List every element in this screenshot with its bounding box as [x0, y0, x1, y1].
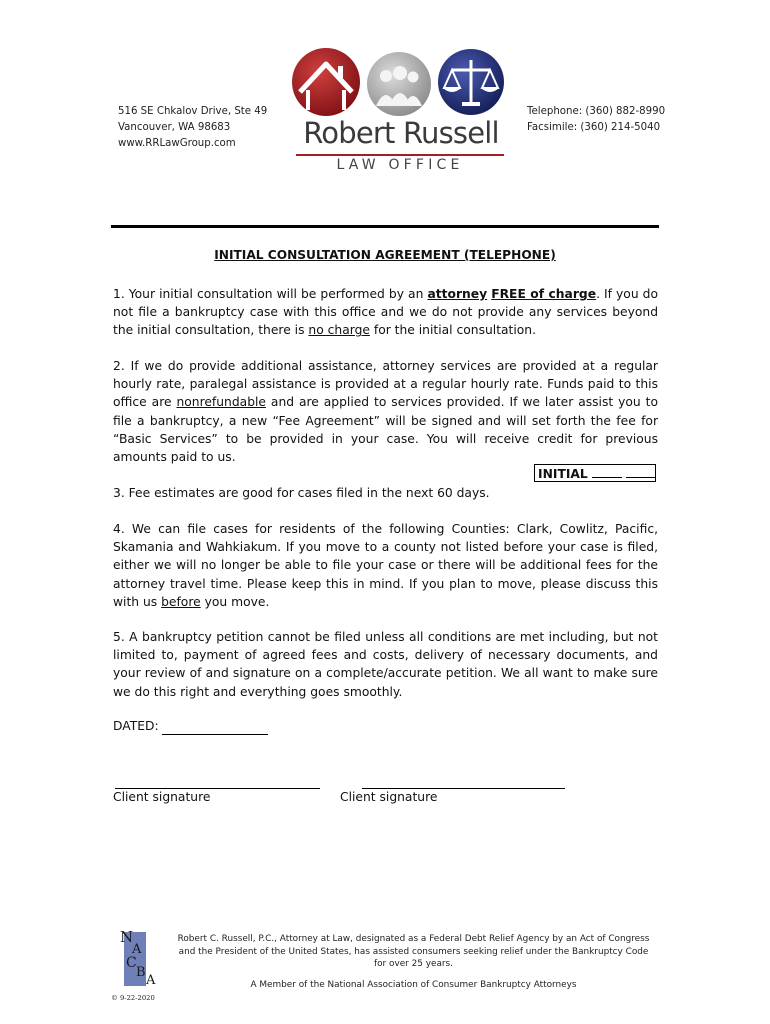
- footer-statement: Robert C. Russell, P.C., Attorney at Law, designated as a Federal Debt Relief Agency by an Act of Congress and the President of the United States, has assisted consumers seeking relief under the Bankruptcy Code for over 25 years.: [177, 934, 650, 970]
- header-divider: [111, 225, 659, 228]
- address-line-1: 516 SE Chkalov Drive, Ste 49: [118, 106, 268, 117]
- initial-label: INITIAL: [538, 467, 588, 481]
- nacba-letter-b: B: [136, 965, 146, 980]
- house-icon: [292, 48, 360, 116]
- telephone-number: Telephone: (360) 882-8990: [527, 106, 666, 117]
- paragraph-2: [113, 357, 658, 466]
- p4-before-emphasis: before: [161, 594, 201, 609]
- p2-text-a: 2. If we do provide additional assistance, attorney services are provided at a regular hourly rate, paralegal assistance is provided at a regular hourly rate. Funds paid to this office are: [113, 359, 658, 410]
- client-signature-line-2[interactable]: [362, 788, 565, 789]
- document-title: INITIAL CONSULTATION AGREEMENT (TELEPHONE): [214, 248, 556, 262]
- p2-text-b: and are applied to services provided. If we later assist you to file a bankruptcy, a new “Fee Agreement” will be signed and will set forth the fee for “Basic Services” to be provided in your case. You will receive credit for previous amounts paid to us.: [113, 395, 658, 465]
- paragraph-5: 5. A bankruptcy petition cannot be filed unless all conditions are met including, but not limited to, payment of agreed fees and costs, delivery of necessary documents, and your review of and signature on a complete/accurate petition. We all want to make sure we do this right and everything goes smoothly.: [113, 630, 658, 699]
- p1-free-of-charge-emphasis: FREE of charge: [491, 287, 597, 301]
- client-signature-label-1: Client signature: [113, 790, 211, 804]
- copyright-date: © 9-22-2020: [111, 994, 155, 1002]
- nacba-letter-a: A: [132, 942, 142, 957]
- nacba-letter-c: C: [126, 955, 137, 971]
- p4-text-a: 4. We can file cases for residents of the following Counties: Clark, Cowlitz, Pacific, Skamania and Wahkiakum. If you move to a county not listed before your case is filed, either we will no longer be able to file your case or there will be additional fees for the attorney travel time. Please keep this in mind. If you plan to move, please discuss this with us: [113, 522, 658, 609]
- p4-text-b: you move.: [200, 594, 270, 609]
- p1-attorney-emphasis: attorney: [427, 287, 488, 301]
- firm-name: Robert Russell: [303, 116, 499, 150]
- firm-subtitle: LAW OFFICE: [336, 157, 464, 173]
- paragraph-4: [113, 520, 658, 611]
- initial-field[interactable]: [534, 464, 656, 482]
- nacba-logo: [118, 926, 166, 988]
- initial-blank-2[interactable]: [626, 465, 656, 478]
- p1-no-charge-emphasis: no charge: [308, 323, 370, 338]
- client-signature-line-1[interactable]: [115, 788, 320, 789]
- client-signature-label-2: Client signature: [340, 790, 438, 804]
- firm-name-rule: [296, 154, 504, 156]
- nacba-letter-a2: A: [146, 973, 156, 988]
- paragraph-1: [113, 285, 658, 340]
- firm-address: [118, 104, 267, 152]
- p1-text-b: . If you do not file a bankruptcy case with this office and we do not provide any services beyond the initial consultation, there is: [113, 287, 659, 338]
- scales-of-justice-icon: [438, 49, 504, 115]
- website-link[interactable]: www.RRLawGroup.com: [118, 138, 236, 149]
- address-line-2: Vancouver, WA 98683: [118, 122, 231, 133]
- p1-text-a: 1. Your initial consultation will be performed by an: [113, 287, 428, 301]
- footer-membership: A Member of the National Association of Consumer Bankruptcy Attorneys: [250, 980, 577, 990]
- p2-nonrefundable-emphasis: nonrefundable: [176, 395, 266, 410]
- firm-contact-numbers: [527, 104, 665, 136]
- dated-input-line[interactable]: [162, 734, 268, 735]
- paragraph-3: 3. Fee estimates are good for cases filed in the next 60 days.: [113, 486, 490, 500]
- p1-text-c: for the initial consultation.: [369, 323, 537, 338]
- family-icon: [367, 52, 431, 116]
- initial-blank-1[interactable]: [592, 465, 622, 478]
- fax-number: Facsimile: (360) 214-5040: [527, 122, 661, 133]
- dated-label: DATED:: [113, 719, 159, 733]
- nacba-letter-n: N: [120, 928, 134, 946]
